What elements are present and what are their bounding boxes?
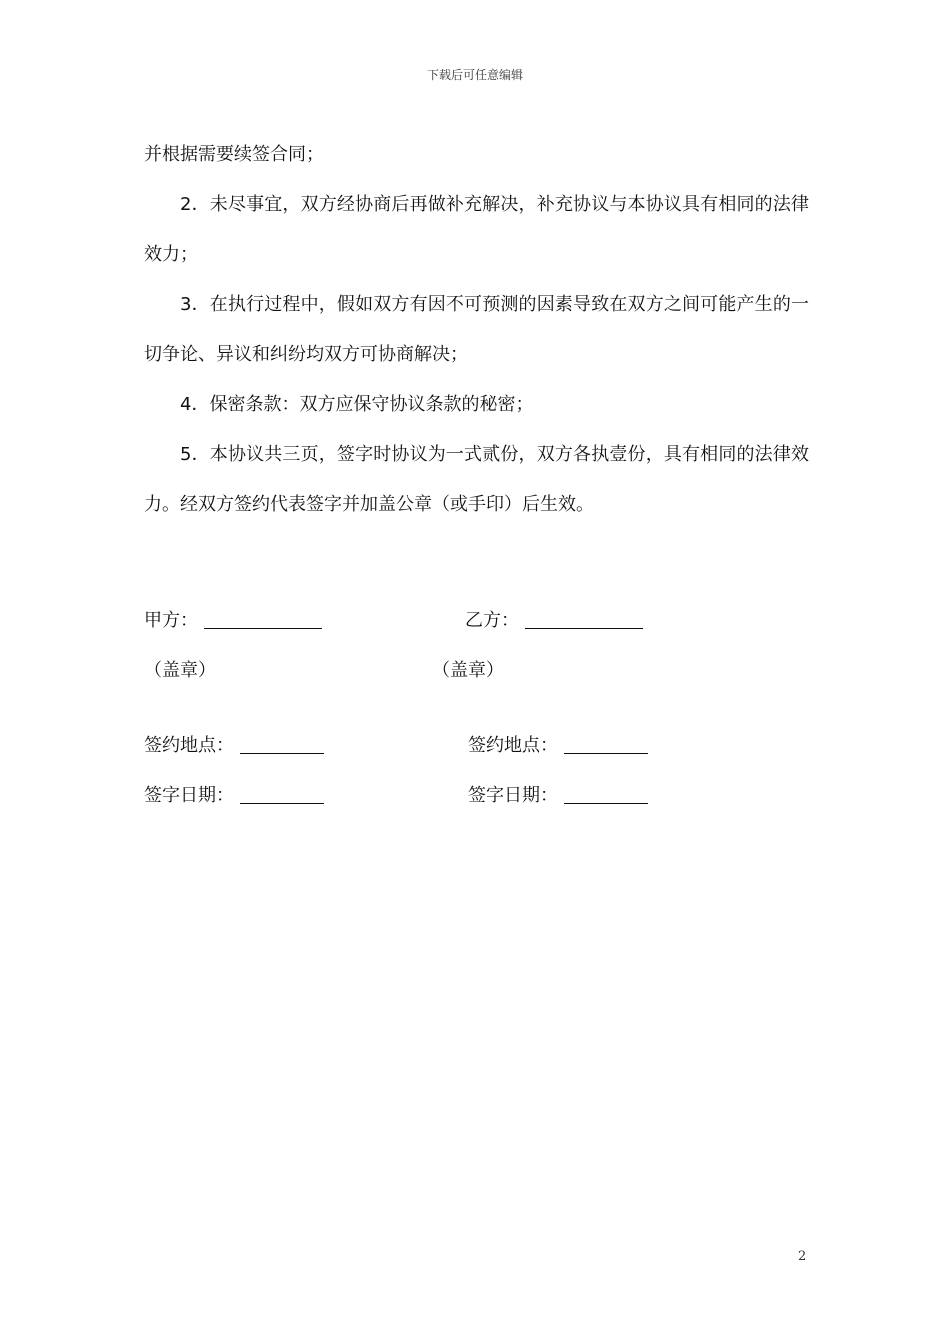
party-a-label: 甲方： [144, 610, 198, 631]
date-a-blank [240, 785, 324, 804]
clause-2: 2．未尽事宜，双方经协商后再做补充解决，补充协议与本协议具有相同的法律效力； [144, 194, 809, 265]
party-b-blank [525, 610, 643, 629]
page-header: 下载后可任意编辑 [426, 68, 523, 82]
party-a-line [144, 609, 322, 633]
clause-4: 4．保密条款：双方应保守协议条款的秘密； [180, 394, 534, 415]
place-a-line [144, 734, 324, 758]
clause-5: 5．本协议共三页，签字时协议为一式贰份，双方各执壹份，具有相同的法律效力。经双方签约代表签字并加盖公章（或手印）后生效。 [144, 444, 809, 515]
place-a-label: 签约地点： [144, 735, 234, 756]
seal-b: （盖章） [432, 660, 504, 681]
place-b-label: 签约地点： [468, 735, 558, 756]
date-b-line [468, 784, 648, 808]
clause-continuation: 并根据需要续签合同； [144, 144, 324, 165]
place-a-blank [240, 735, 324, 754]
date-a-label: 签字日期： [144, 785, 234, 806]
date-b-blank [564, 785, 648, 804]
party-b-label: 乙方： [465, 610, 519, 631]
place-b-line [468, 734, 648, 758]
date-a-line [144, 784, 324, 808]
page-number: 2 [798, 1249, 807, 1264]
contract-body [144, 130, 809, 530]
clause-3: 3．在执行过程中，假如双方有因不可预测的因素导致在双方之间可能产生的一切争论、异议和纠纷均双方可协商解决； [144, 294, 809, 365]
seal-a: （盖章） [144, 660, 216, 681]
place-b-blank [564, 735, 648, 754]
date-b-label: 签字日期： [468, 785, 558, 806]
party-b-line [465, 609, 643, 633]
party-a-blank [204, 610, 322, 629]
